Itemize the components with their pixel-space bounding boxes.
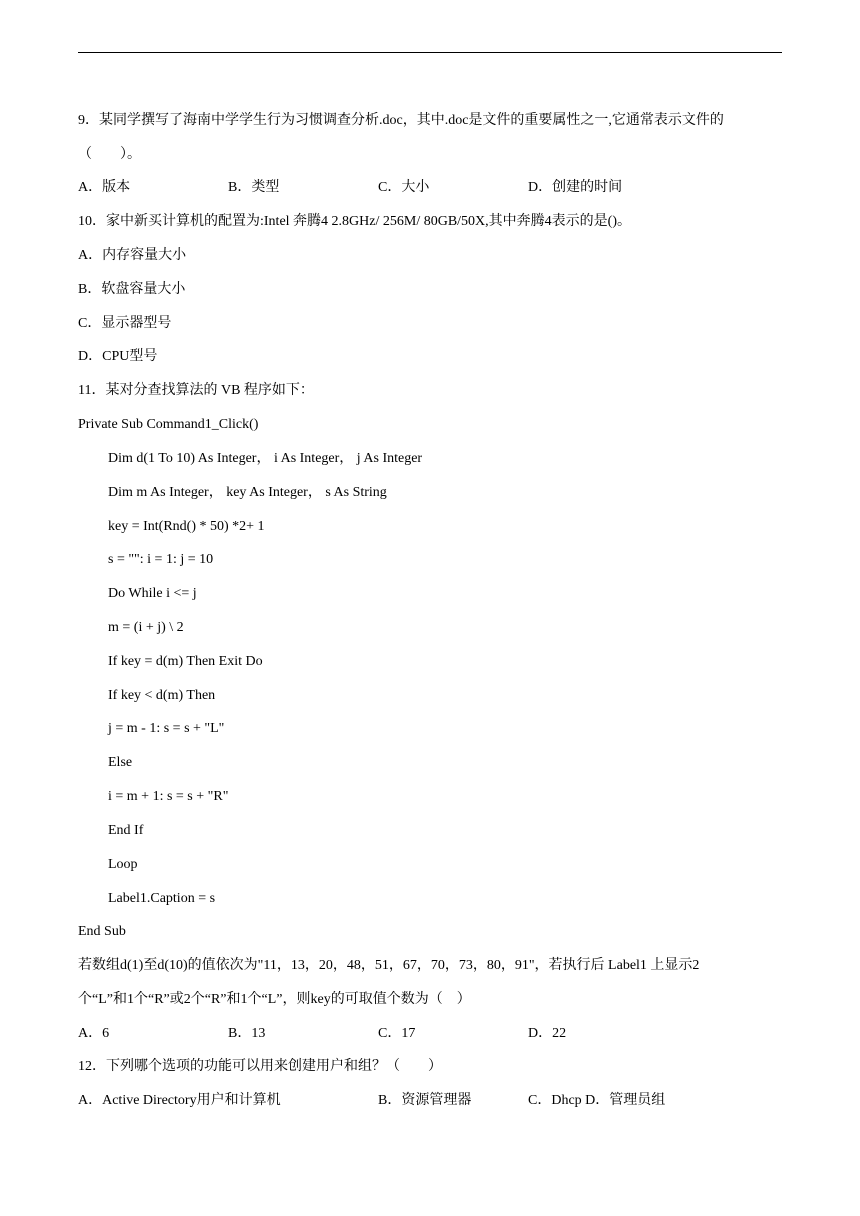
code-line: Do While i <= j bbox=[108, 586, 197, 601]
code-line: End If bbox=[108, 823, 144, 838]
code-line: key = Int(Rnd() * 50) *2+ 1 bbox=[108, 519, 265, 534]
q9-option-b: B．类型 bbox=[228, 180, 280, 195]
header-rule bbox=[78, 52, 782, 53]
code-line: If key = d(m) Then Exit Do bbox=[108, 654, 263, 669]
q9-stem-line2: （ ）。 bbox=[78, 147, 141, 162]
q11-option-d: D．22 bbox=[528, 1026, 567, 1041]
code-line-sub-start: Private Sub Command1_Click() bbox=[78, 417, 259, 432]
code-line: s = "": i = 1: j = 10 bbox=[108, 552, 214, 567]
q11-option-b: B．13 bbox=[228, 1026, 266, 1041]
q11-stem: 11．某对分查找算法的 VB 程序如下： bbox=[78, 383, 314, 398]
q10-option-b: B．软盘容量大小 bbox=[78, 282, 186, 297]
code-line: j = m - 1: s = s + "L" bbox=[108, 721, 225, 736]
q9-option-c: C．大小 bbox=[378, 180, 430, 195]
q12-option-a: A．Active Directory用户和计算机 bbox=[78, 1093, 281, 1108]
q12-option-cd: C．Dhcp D．管理员组 bbox=[528, 1093, 666, 1108]
code-line: Else bbox=[108, 755, 133, 770]
code-line-sub-end: End Sub bbox=[78, 924, 126, 939]
q11-desc-line2: 个“L”和1个“R”或2个“R”和1个“L”，则key的可取值个数为（ ） bbox=[78, 992, 471, 1007]
q10-option-a: A．内存容量大小 bbox=[78, 248, 187, 263]
q11-desc-line1: 若数组d(1)至d(10)的值依次为"11，13，20，48，51，67，70，73，80，91"，若执行后 Label1 上显示2 bbox=[78, 958, 700, 973]
q10-option-d: D．CPU型号 bbox=[78, 349, 158, 364]
q9-stem-line1: 9．某同学撰写了海南中学学生行为习惯调查分析.doc，其中.doc是文件的重要属性之一,它通常表示文件的 bbox=[78, 113, 724, 128]
q9-option-a: A．版本 bbox=[78, 180, 131, 195]
code-line: Dim m As Integer， key As Integer， s As String bbox=[108, 485, 387, 500]
q11-option-c: C．17 bbox=[378, 1026, 416, 1041]
q10-option-c: C．显示器型号 bbox=[78, 316, 172, 331]
q9-option-d: D．创建的时间 bbox=[528, 180, 623, 195]
q11-option-a: A．6 bbox=[78, 1026, 110, 1041]
code-line: m = (i + j) \ 2 bbox=[108, 620, 184, 635]
code-line: Loop bbox=[108, 857, 138, 872]
code-line: If key < d(m) Then bbox=[108, 688, 216, 703]
code-line: i = m + 1: s = s + "R" bbox=[108, 789, 229, 804]
code-line: Dim d(1 To 10) As Integer， i As Integer， j As Integer bbox=[108, 451, 423, 466]
q12-option-b: B．资源管理器 bbox=[378, 1093, 472, 1108]
q12-stem: 12．下列哪个选项的功能可以用来创建用户和组？（ ） bbox=[78, 1059, 442, 1074]
q10-stem: 10．家中新买计算机的配置为:Intel 奔腾4 2.8GHz/ 256M/ 80GB/50X,其中奔腾4表示的是()。 bbox=[78, 214, 631, 229]
code-line: Label1.Caption = s bbox=[108, 891, 216, 906]
